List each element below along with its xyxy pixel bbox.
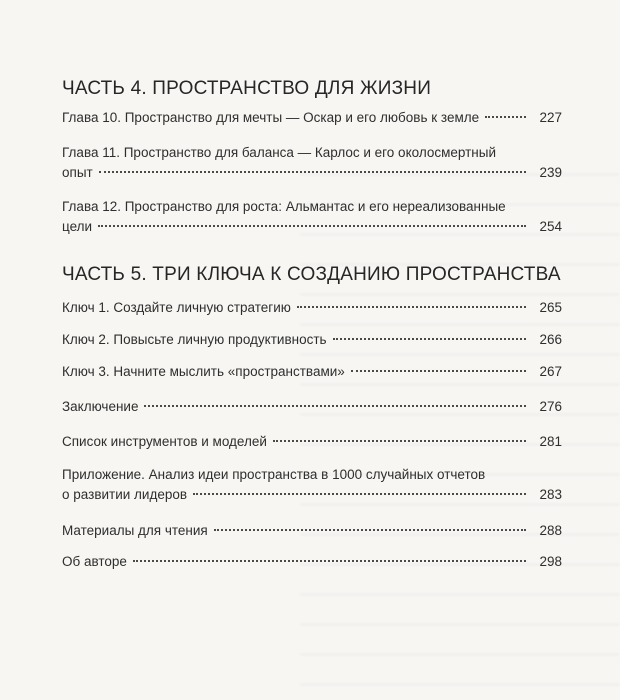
dot-leader bbox=[351, 370, 526, 372]
toc-entry-about-author[interactable] bbox=[62, 554, 562, 574]
toc-entry-line bbox=[62, 523, 562, 543]
dot-leader bbox=[297, 306, 526, 308]
toc-entry-line bbox=[62, 399, 562, 419]
toc-entry-line bbox=[62, 332, 562, 352]
toc-entry-title: Ключ 1. Создайте личную стратегию bbox=[62, 300, 291, 315]
dot-leader bbox=[193, 493, 526, 495]
toc-entry-line bbox=[62, 300, 562, 320]
toc-entry-page: 239 bbox=[539, 165, 562, 180]
dot-leader bbox=[485, 116, 526, 118]
toc-entry-key-2[interactable] bbox=[62, 332, 562, 352]
toc-entry-title: Ключ 3. Начните мыслить «пространствами» bbox=[62, 364, 345, 379]
toc-entry-line bbox=[62, 219, 562, 239]
toc-entry-title: Заключение bbox=[62, 399, 139, 414]
toc-entry-title: Материалы для чтения bbox=[62, 523, 208, 538]
toc-entry-appendix[interactable] bbox=[62, 467, 562, 507]
toc-entry-line bbox=[62, 110, 562, 130]
dot-leader bbox=[333, 338, 526, 340]
toc-entry-page: 281 bbox=[539, 434, 562, 449]
toc-entry-page: 276 bbox=[539, 399, 562, 414]
toc-entry-page: 254 bbox=[539, 219, 562, 234]
toc-entry-title: Приложение. Анализ идеи пространства в 1000 случайных отчетов bbox=[62, 467, 486, 482]
bleed-through-background bbox=[300, 160, 620, 700]
dot-leader bbox=[144, 405, 526, 407]
toc-entry-line bbox=[62, 364, 562, 384]
toc-entry-title-cont: цели bbox=[62, 219, 93, 234]
toc-entry-chapter-10[interactable] bbox=[62, 110, 562, 130]
toc-entry-reading[interactable] bbox=[62, 523, 562, 543]
toc-entry-page: 227 bbox=[539, 110, 562, 125]
toc-entry-title: Список инструментов и моделей bbox=[62, 434, 267, 449]
dot-leader bbox=[214, 529, 526, 531]
toc-entry-title-cont: о развитии лидеров bbox=[62, 487, 188, 502]
part-5-heading: ЧАСТЬ 5. ТРИ КЛЮЧА К СОЗДАНИЮ ПРОСТРАНСТВА bbox=[62, 264, 561, 285]
toc-entry-title: Ключ 2. Повысьте личную продуктивность bbox=[62, 332, 327, 347]
toc-entry-title-cont: опыт bbox=[62, 165, 93, 180]
toc-entry-page: 283 bbox=[539, 487, 562, 502]
toc-entry-chapter-12[interactable] bbox=[62, 199, 562, 239]
toc-entry-conclusion[interactable] bbox=[62, 399, 562, 419]
toc-entry-page: 267 bbox=[539, 364, 562, 379]
toc-entry-key-3[interactable] bbox=[62, 364, 562, 384]
toc-entry-title: Об авторе bbox=[62, 554, 127, 569]
dot-leader bbox=[133, 560, 526, 562]
toc-entry-line bbox=[62, 434, 562, 454]
toc-entry-line bbox=[62, 487, 562, 507]
toc-entry-page: 288 bbox=[539, 523, 562, 538]
toc-entry-key-1[interactable] bbox=[62, 300, 562, 320]
toc-entry-title: Глава 10. Пространство для мечты — Оскар и его любовь к земле bbox=[62, 110, 480, 125]
dot-leader bbox=[99, 171, 526, 173]
part-4-heading: ЧАСТЬ 4. ПРОСТРАНСТВО ДЛЯ ЖИЗНИ bbox=[62, 78, 432, 99]
toc-entry-chapter-11[interactable] bbox=[62, 145, 562, 185]
dot-leader bbox=[273, 440, 526, 442]
toc-entry-line bbox=[62, 165, 562, 185]
toc-entry-page: 266 bbox=[539, 332, 562, 347]
toc-entry-page: 298 bbox=[539, 554, 562, 569]
toc-entry-line bbox=[62, 554, 562, 574]
toc-entry-title: Глава 11. Пространство для баланса — Карлос и его околосмертный bbox=[62, 145, 497, 160]
dot-leader bbox=[98, 225, 526, 227]
toc-entry-tools-list[interactable] bbox=[62, 434, 562, 454]
toc-entry-title: Глава 12. Пространство для роста: Альмантас и его нереализованные bbox=[62, 199, 506, 214]
toc-entry-page: 265 bbox=[539, 300, 562, 315]
